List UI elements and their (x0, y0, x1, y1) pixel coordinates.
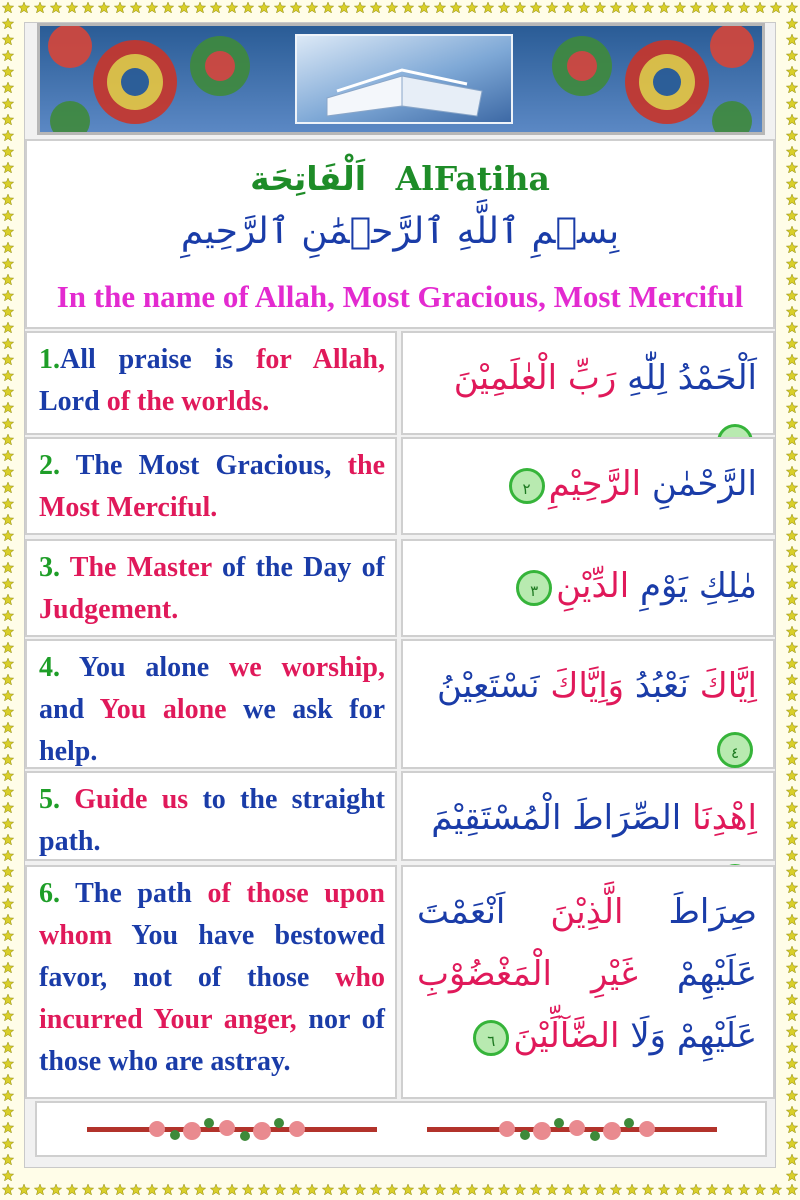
footer-decoration (35, 1101, 767, 1157)
verse-arabic (417, 555, 757, 617)
translation-segment: the Most Merciful. (39, 450, 385, 523)
arabic-segment: رَبِّ الْعٰلَمِيْنَ (453, 358, 617, 398)
arabic-segment: نَسْتَعِيْنُ (436, 666, 540, 706)
arabic-segment: الصِّرَاطَ الْمُسْتَقِيْمَ (431, 798, 682, 838)
translation-segment: to the straight path. (39, 784, 385, 857)
verse-row (25, 639, 775, 769)
bismillah-arabic: بِسۡمِ ٱللَّهِ ٱلرَّحۡمَٰنِ ٱلرَّحِيمِ (180, 211, 620, 252)
translation-segment: who incurred Your anger, (39, 962, 385, 1035)
translation-segment: and (39, 694, 100, 725)
verse-number: 3. (39, 552, 60, 583)
arabic-segment: عَلَيْهِمْ وَلَا (619, 1016, 757, 1056)
translation-segment: You alone (60, 652, 230, 683)
flower-garland-right (427, 1117, 717, 1143)
page (24, 22, 776, 1168)
surah-title (27, 159, 773, 198)
verse-translation (39, 779, 385, 863)
arabic-segment: الَّذِيْنَ (505, 892, 624, 932)
verse-row (25, 539, 775, 637)
ayah-marker-icon: ٦ (473, 1020, 509, 1056)
verse-translation-cell (25, 539, 397, 637)
title-section (25, 139, 775, 329)
translation-segment: of the worlds. (106, 386, 270, 417)
header-banner (37, 23, 765, 135)
surah-title-arabic: اَلْفَاتِحَة (250, 159, 367, 198)
verse-arabic-cell (401, 539, 775, 637)
arabic-segment: يَوْمِ (629, 566, 689, 606)
translation-segment: You alone (99, 694, 227, 725)
verse-number: 4. (39, 652, 60, 683)
arabic-segment: وَاِيَّاكَ (539, 666, 625, 706)
verse-number: 1. (39, 344, 60, 375)
verse-translation-cell (25, 639, 397, 769)
verse-translation (39, 339, 385, 423)
translation-segment: of the Day of (221, 552, 385, 583)
verse-translation (39, 547, 385, 631)
translation-segment: Guide us (60, 784, 189, 815)
verse-number: 6. (39, 878, 60, 909)
translation-segment: we ask for help. (39, 694, 386, 767)
translation-segment: we worship, (229, 652, 385, 683)
translation-segment: nor of those who are astray. (39, 1004, 385, 1077)
quran-book-image (295, 34, 513, 124)
verse-arabic-cell (401, 331, 775, 435)
translation-segment: The path (60, 878, 208, 909)
arabic-segment: غَيْرِ الْمَغْضُوْبِ (417, 954, 638, 994)
verse-translation-cell (25, 771, 397, 861)
verse-translation (39, 873, 385, 1083)
verse-arabic (417, 655, 757, 779)
arabic-segment: الرَّحِيْمِ (548, 464, 642, 504)
translation-segment: for Allah, (256, 344, 385, 375)
arabic-segment: اِيَّاكَ (688, 666, 757, 706)
arabic-segment: مٰلِكِ (688, 566, 757, 606)
verse-arabic-cell (401, 437, 775, 535)
ayah-marker-icon: ٤ (717, 732, 753, 768)
verse-arabic (417, 881, 757, 1067)
translation-segment: You have bestowed favor, not of those (39, 920, 385, 993)
verse-translation-cell (25, 865, 397, 1099)
surah-title-english: AlFatiha (395, 159, 550, 198)
translation-segment: Judgement. (39, 594, 179, 625)
verse-arabic-cell (401, 865, 775, 1099)
translation-segment: of those upon whom (39, 878, 385, 951)
translation-segment: The Master (60, 552, 222, 583)
verse-translation (39, 445, 385, 529)
arabic-segment: اِهْدِنَا (681, 798, 757, 838)
verse-number: 5. (39, 784, 60, 815)
translation-segment: All praise is (60, 344, 257, 375)
flower-garland-left (87, 1117, 377, 1143)
translation-segment: Lord (39, 386, 107, 417)
ayah-marker-icon: ٢ (509, 468, 545, 504)
arabic-segment: صِرَاطَ (623, 892, 757, 932)
translation-segment: The Most Gracious, (60, 450, 348, 481)
arabic-segment: اَلْحَمْدُ لِلّٰهِ (616, 358, 757, 398)
verse-row (25, 865, 775, 1099)
arabic-segment: الرَّحْمٰنِ (641, 464, 757, 504)
verse-row (25, 437, 775, 535)
bismillah-english: In the name of Allah, Most Gracious, Most Merciful (56, 279, 744, 314)
arabic-segment: الضَّآلِّيْنَ (513, 1016, 620, 1056)
verse-row (25, 331, 775, 435)
verse-translation-cell (25, 437, 397, 535)
verse-translation (39, 647, 385, 773)
verse-arabic-cell (401, 639, 775, 769)
verse-arabic-cell (401, 771, 775, 861)
verse-arabic (417, 453, 757, 515)
verse-number: 2. (39, 450, 60, 481)
verse-translation-cell (25, 331, 397, 435)
arabic-segment: نَعْبُدُ (624, 666, 689, 706)
arabic-segment: اَنْعَمْتَ عَلَيْهِمْ (417, 892, 757, 994)
ayah-marker-icon: ٣ (516, 570, 552, 606)
arabic-segment: الدِّيْنِ (556, 566, 630, 606)
verse-row (25, 771, 775, 861)
